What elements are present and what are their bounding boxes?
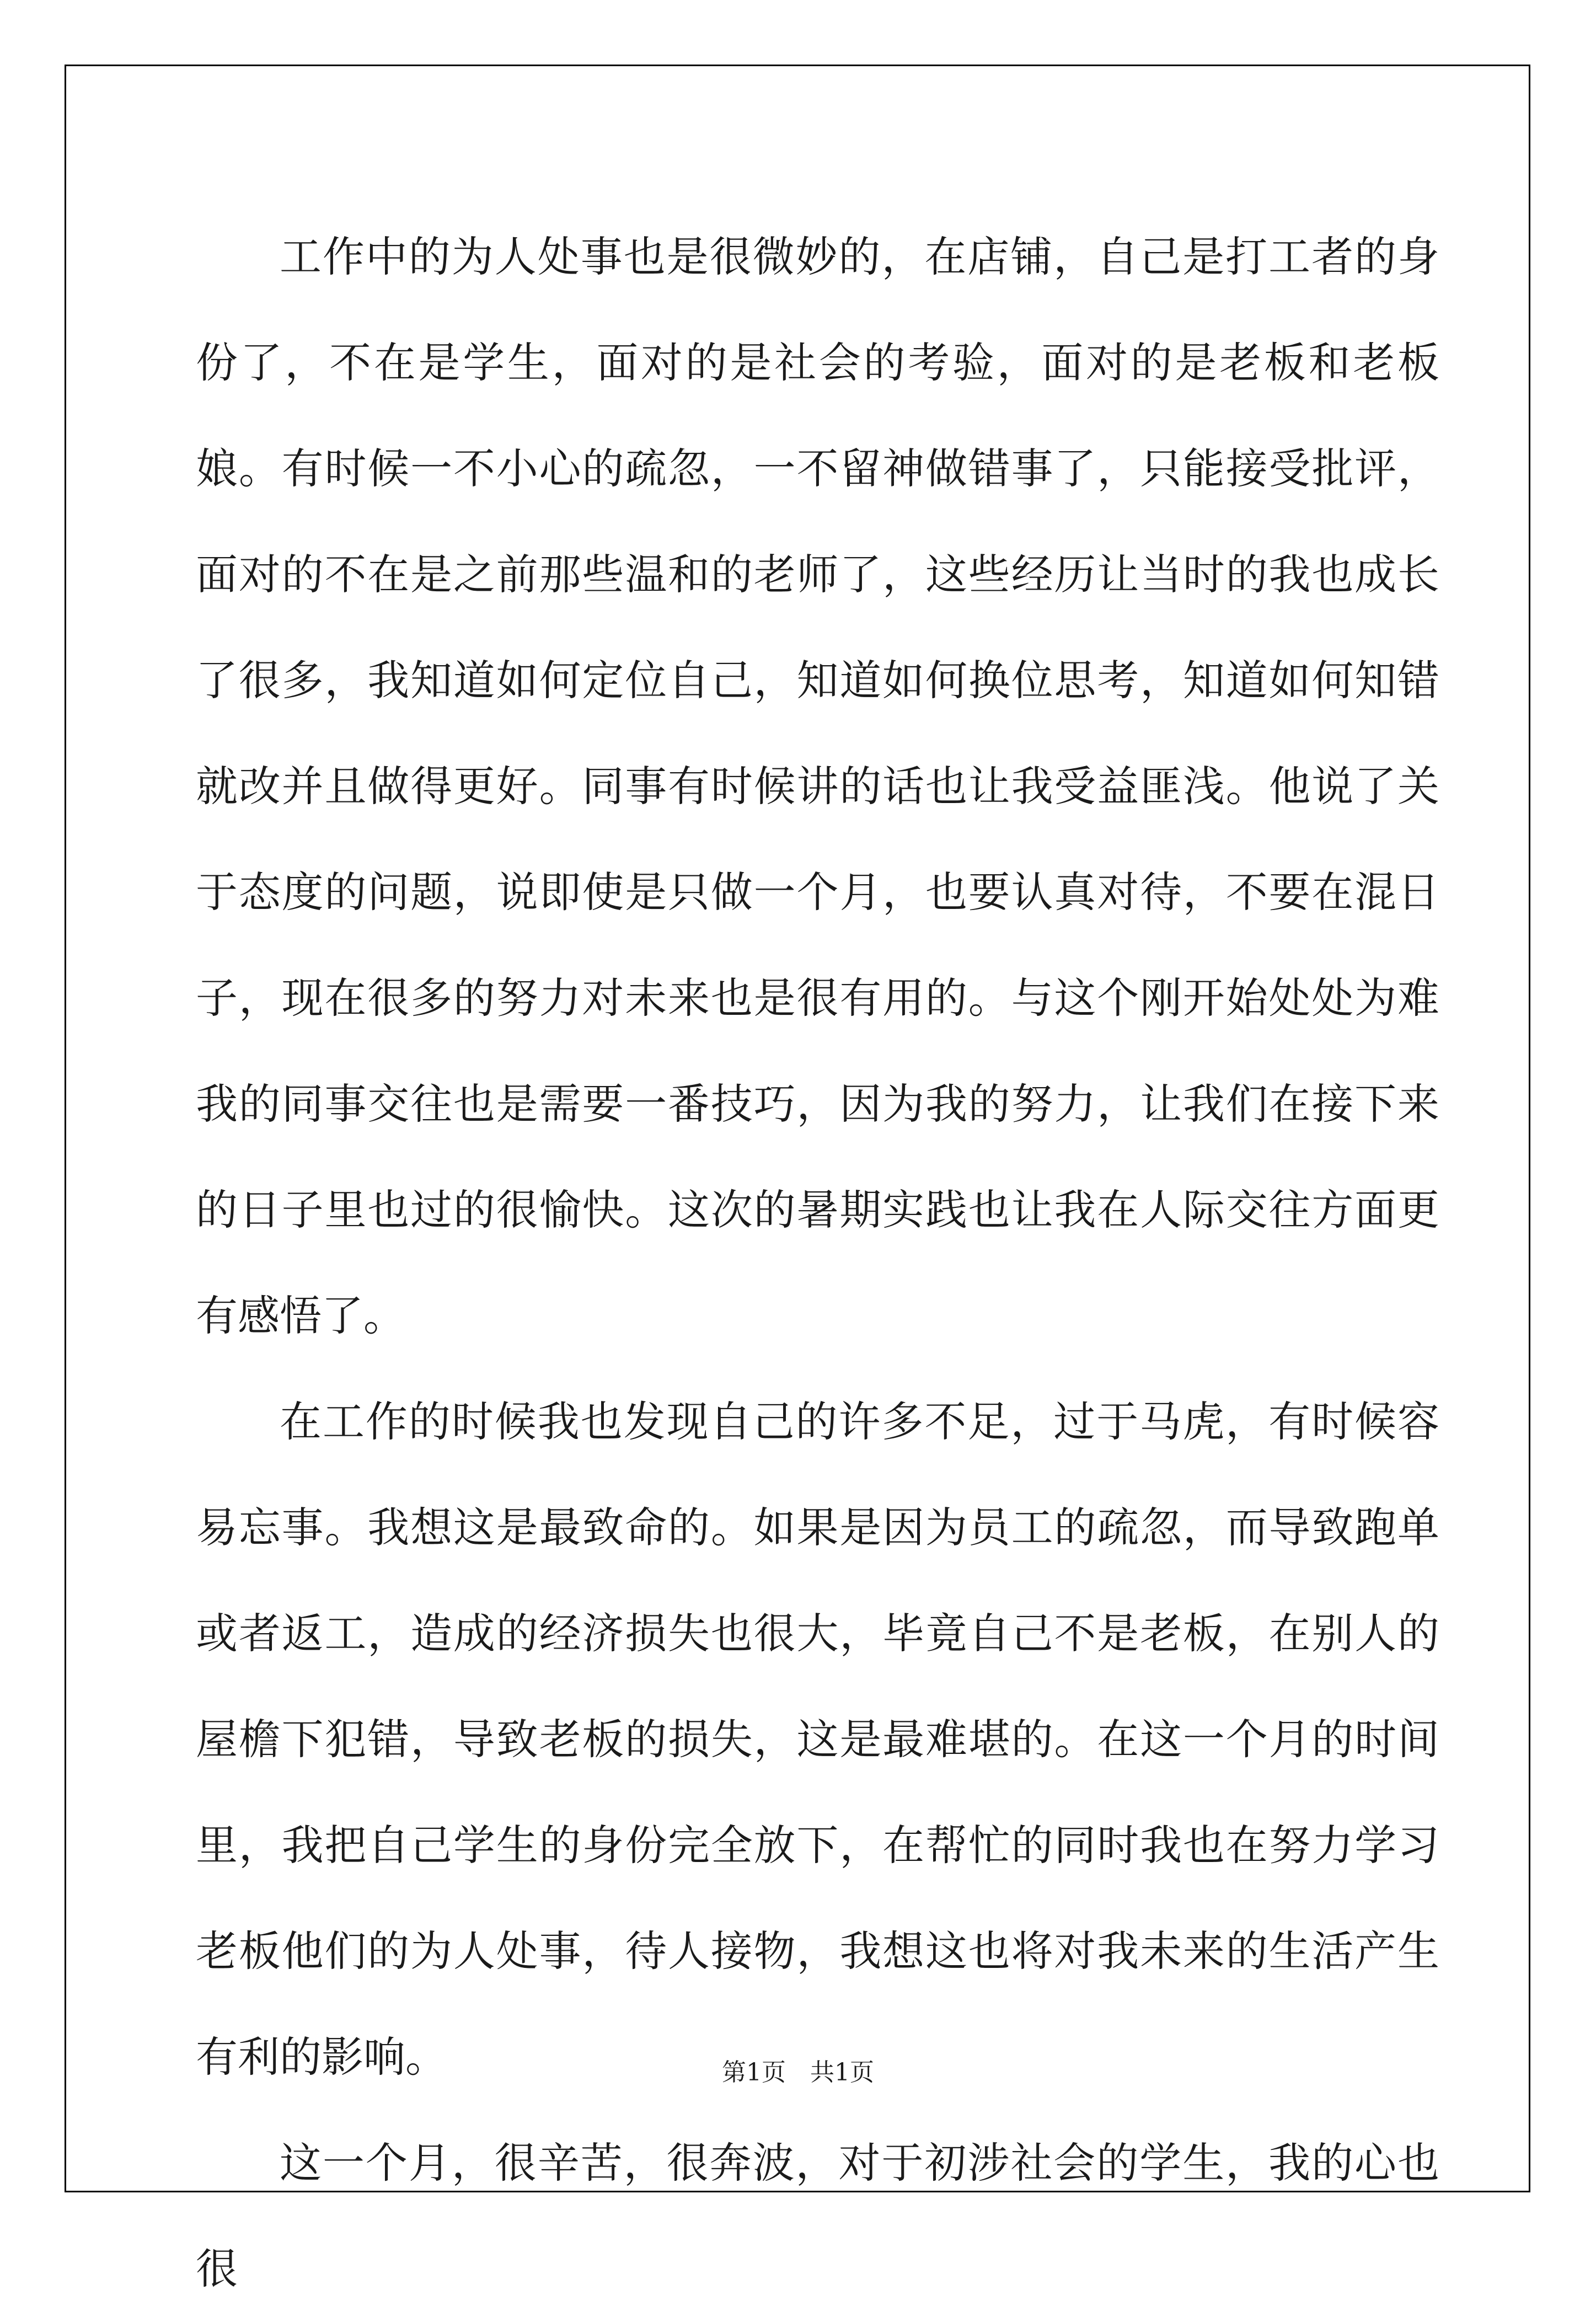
page-number-current: 第1页: [722, 2058, 786, 2086]
paragraph-2: 在工作的时候我也发现自己的许多不足，过于马虎，有时候容易忘事。我想这是最致命的。如果是因为员工的疏忽，而导致跑单或者返工，造成的经济损失也很大，毕竟自己不是老板，在别人的屋檐下犯错，导致老板的损失，这是最难堪的。在这一个月的时间里，我把自己学生的身份完全放下，在帮忙的同时我也在努力学习老板他们的为人处事，待人接物，我想这也将对我未来的生活产生有利的影响。: [196, 1397, 1439, 2082]
page-number-total: 共1页: [810, 2058, 874, 2086]
document-body: [196, 204, 1439, 2322]
page-footer: [0, 2056, 1596, 2089]
paragraph-1: 工作中的为人处事也是很微妙的，在店铺，自己是打工者的身份了，不在是学生，面对的是社会的考验，面对的是老板和老板娘。有时候一不小心的疏忽，一不留神做错事了，只能接受批评，面对的不在是之前那些温和的老师了，这些经历让当时的我也成长了很多，我知道如何定位自己，知道如何换位思考，知道如何知错就改并且做得更好。同事有时候讲的话也让我受益匪浅。他说了关于态度的问题，说即使是只做一个月，也要认真对待，不要在混日子，现在很多的努力对未来也是很有用的。与这个刚开始处处为难我的同事交往也是需要一番技巧，因为我的努力，让我们在接下来的日子里也过的很愉快。这次的暑期实践也让我在人际交往方面更有感悟了。: [196, 232, 1439, 1340]
paragraph-3: 这一个月，很辛苦，很奔波，对于初涉社会的学生，我的心也很: [196, 2138, 1439, 2293]
